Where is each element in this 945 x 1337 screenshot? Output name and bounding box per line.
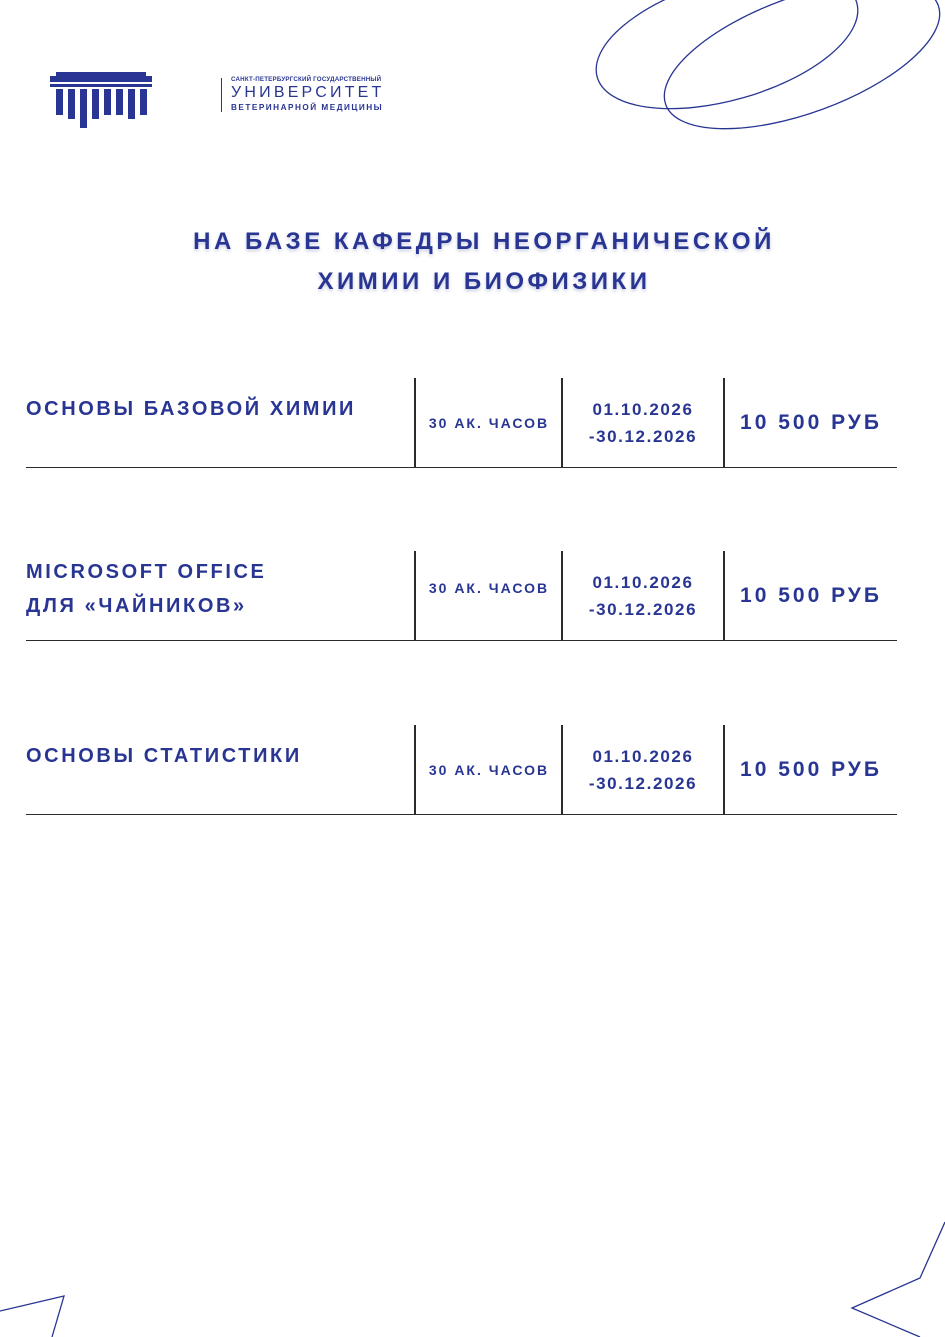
decorative-triangle [0,1296,64,1337]
course-hours: 30 АК. ЧАСОВ [428,761,550,778]
course-title-line: MICROSOFT OFFICE [26,561,267,583]
course-price: 10 500 РУБ [740,757,882,781]
course-date-start: 01.10.2026 [592,399,694,419]
course-title-line: ДЛЯ «ЧАЙНИКОВ» [26,595,247,617]
course-title [26,392,406,426]
course-row [26,378,897,468]
course-date-start: 01.10.2026 [592,572,694,592]
page-heading-line1: НА БАЗЕ КАФЕДРЫ НЕОРГАНИЧЕСКОЙ [193,228,775,255]
course-title-line: ОСНОВЫ БАЗОВОЙ ХИМИИ [26,398,357,420]
logo-text-line1: САНКТ-ПЕТЕРБУРГСКИЙ ГОСУДАРСТВЕННЫЙ [231,76,382,83]
course-date-end: -30.12.2026 [588,599,698,619]
course-row [26,725,897,815]
page-heading [0,222,945,302]
logo-text-line3: ВЕТЕРИНАРНОЙ МЕДИЦИНЫ [231,103,384,112]
university-logo [50,72,385,132]
decorative-ellipse [581,0,874,135]
page-heading-line2: ХИМИИ И БИОФИЗИКИ [317,268,651,295]
course-date-start: 01.10.2026 [592,746,694,766]
course-title [26,555,406,623]
course-price: 10 500 РУБ [740,583,882,607]
decorative-triangle [852,1222,945,1337]
course-row [26,551,897,641]
course-dates [563,551,723,640]
course-dates [563,378,723,467]
course-hours: 30 АК. ЧАСОВ [428,580,550,596]
course-title-line: ОСНОВЫ СТАТИСТИКИ [26,745,302,767]
course-date-end: -30.12.2026 [588,773,698,793]
decorative-ellipse [646,0,945,159]
course-date-end: -30.12.2026 [588,426,698,446]
course-dates [563,725,723,814]
logo-divider [221,78,222,112]
course-price: 10 500 РУБ [740,410,882,434]
course-title [26,739,406,773]
university-emblem-icon [50,72,154,128]
logo-text-line2: УНИВЕРСИТЕТ [231,84,385,101]
course-hours: 30 АК. ЧАСОВ [428,414,550,431]
